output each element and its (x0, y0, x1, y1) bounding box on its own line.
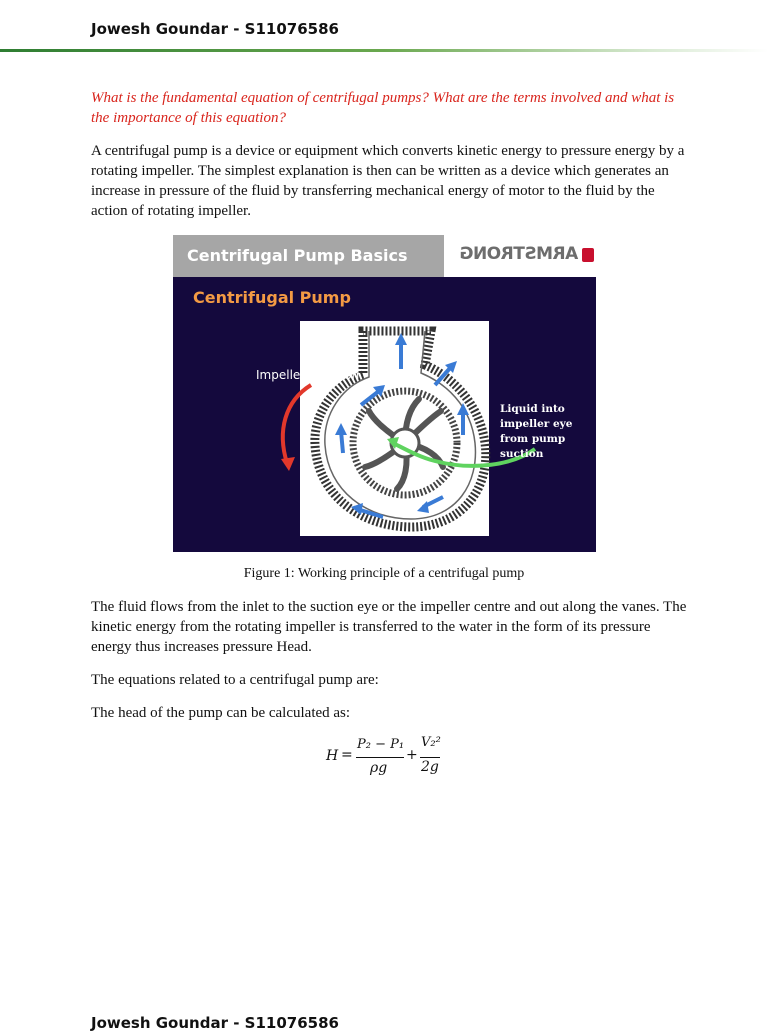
eq-numerator-2: V₂² (421, 735, 441, 750)
eq-denominator-1: ρg (370, 760, 388, 776)
head-equation (326, 733, 456, 781)
header-rule (0, 49, 768, 52)
eq-lhs: H (326, 748, 339, 764)
eq-numerator-1: P₂ − P₁ (357, 737, 405, 752)
footer-title: Jowesh Goundar - S11076586 (91, 1014, 339, 1032)
brand-logo-text: ARMSTRONG (460, 244, 579, 264)
head-intro: The head of the pump can be calculated as: (91, 705, 351, 721)
header-title: Jowesh Goundar - S11076586 (91, 20, 339, 38)
flow-paragraph: The fluid flows from the inlet to the suction eye or the impeller centre and out along the vanes. The kinetic energy from the rotating impeller is transferred to the water in the form of its pressure energy thus increases pressure Head. (91, 599, 687, 655)
equations-intro: The equations related to a centrifugal pump are: (91, 672, 379, 688)
figure-caption: Figure 1: Working principle of a centrifugal pump (243, 566, 525, 581)
question-text: What is the fundamental equation of centrifugal pumps? What are the terms involved and what is the importance of this equation? (91, 90, 675, 126)
figure-banner: Centrifugal Pump Basics (173, 235, 444, 277)
eq-fraction-bar-2 (420, 757, 440, 758)
diagram-panel (300, 321, 489, 536)
eq-equals: = (341, 747, 353, 763)
pump-diagram (173, 235, 596, 552)
rotation-arrowhead (281, 457, 295, 471)
eq-fraction-bar-1 (356, 757, 404, 758)
label-impeller-rotation: Impeller Rotation (256, 368, 360, 382)
label-liquid-suction: Liquid into impeller eye from pump suction (500, 403, 573, 460)
eq-denominator-2: 2g (421, 759, 439, 775)
pump-figure (173, 235, 596, 552)
intro-paragraph: A centrifugal pump is a device or equipment which converts kinetic energy to pressure energy by a rotating impeller. The simplest explanation is then can be written as a device which generates an increase in pressure of the fluid by transferring mechanical energy of motor to the fluid by the action of rotating impeller. (91, 143, 685, 219)
figure-subtitle: Centrifugal Pump (193, 288, 351, 307)
eq-plus: + (406, 747, 418, 763)
